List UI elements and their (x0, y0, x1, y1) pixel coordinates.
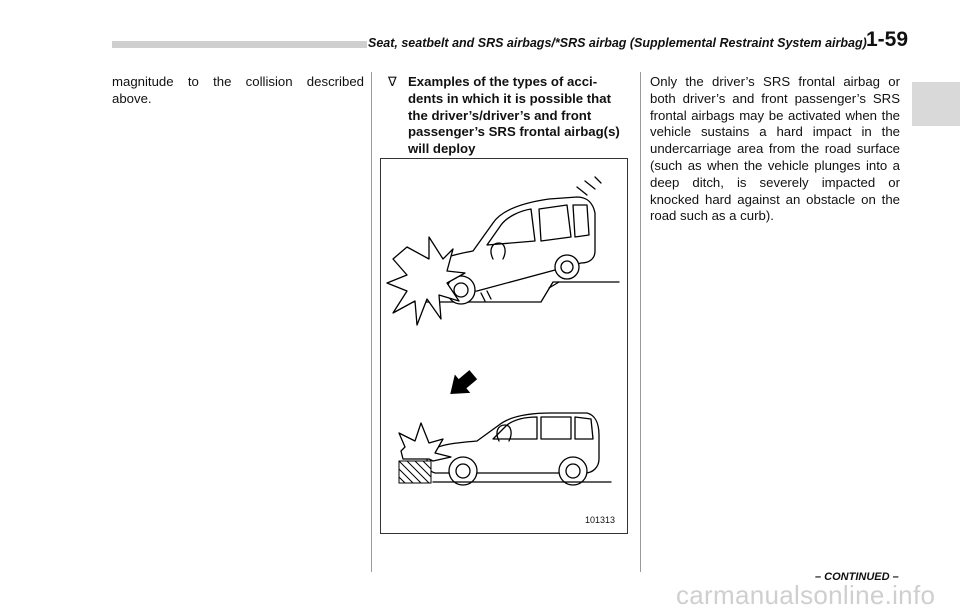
triangle-marker-icon: ∇ (388, 74, 397, 89)
column-1-text: magnitude to the collision described above. (112, 74, 364, 106)
figure-id: 101313 (584, 515, 615, 525)
subsection-heading-text: Examples of the types of acci-dents in which it is possible that the driver’s/driver’s and front passenger’s SRS frontal airbag(s) will deploy (408, 74, 620, 157)
impact-burst-bottom (399, 423, 451, 461)
column-divider (640, 72, 641, 572)
subsection-heading (388, 74, 632, 158)
curb-scene (427, 413, 611, 485)
motion-lines-top (577, 177, 601, 195)
watermark: carmanualsonline.info (676, 580, 936, 610)
direction-arrow-icon (443, 366, 481, 404)
column-3-text: Only the driver’s SRS frontal airbag or both driver’s and front passenger’s SRS frontal airbags may be activated when the vehicle sustains a hard impact in the undercarriage area from the road surface (such as when the vehicle plunges into a deep ditch, is severely impacted or knocked hard against an obstacle on the road such as a curb). (650, 74, 900, 224)
wheel-rear-top (555, 255, 579, 279)
wheel-rear-bottom (559, 457, 587, 485)
page-number: 1-59 (866, 28, 909, 51)
header-bar (112, 41, 367, 48)
crash-illustration (381, 159, 627, 533)
column-divider (371, 72, 372, 572)
continued-label: – CONTINUED – (815, 571, 899, 583)
illustration-figure (380, 158, 628, 534)
section-title: Seat, seatbelt and SRS airbags/*SRS airbag (Supplemental Restraint System airbag) (368, 36, 867, 50)
thumb-tab (912, 82, 960, 126)
wheel-front-bottom (449, 457, 477, 485)
impact-lines-top (481, 291, 491, 301)
